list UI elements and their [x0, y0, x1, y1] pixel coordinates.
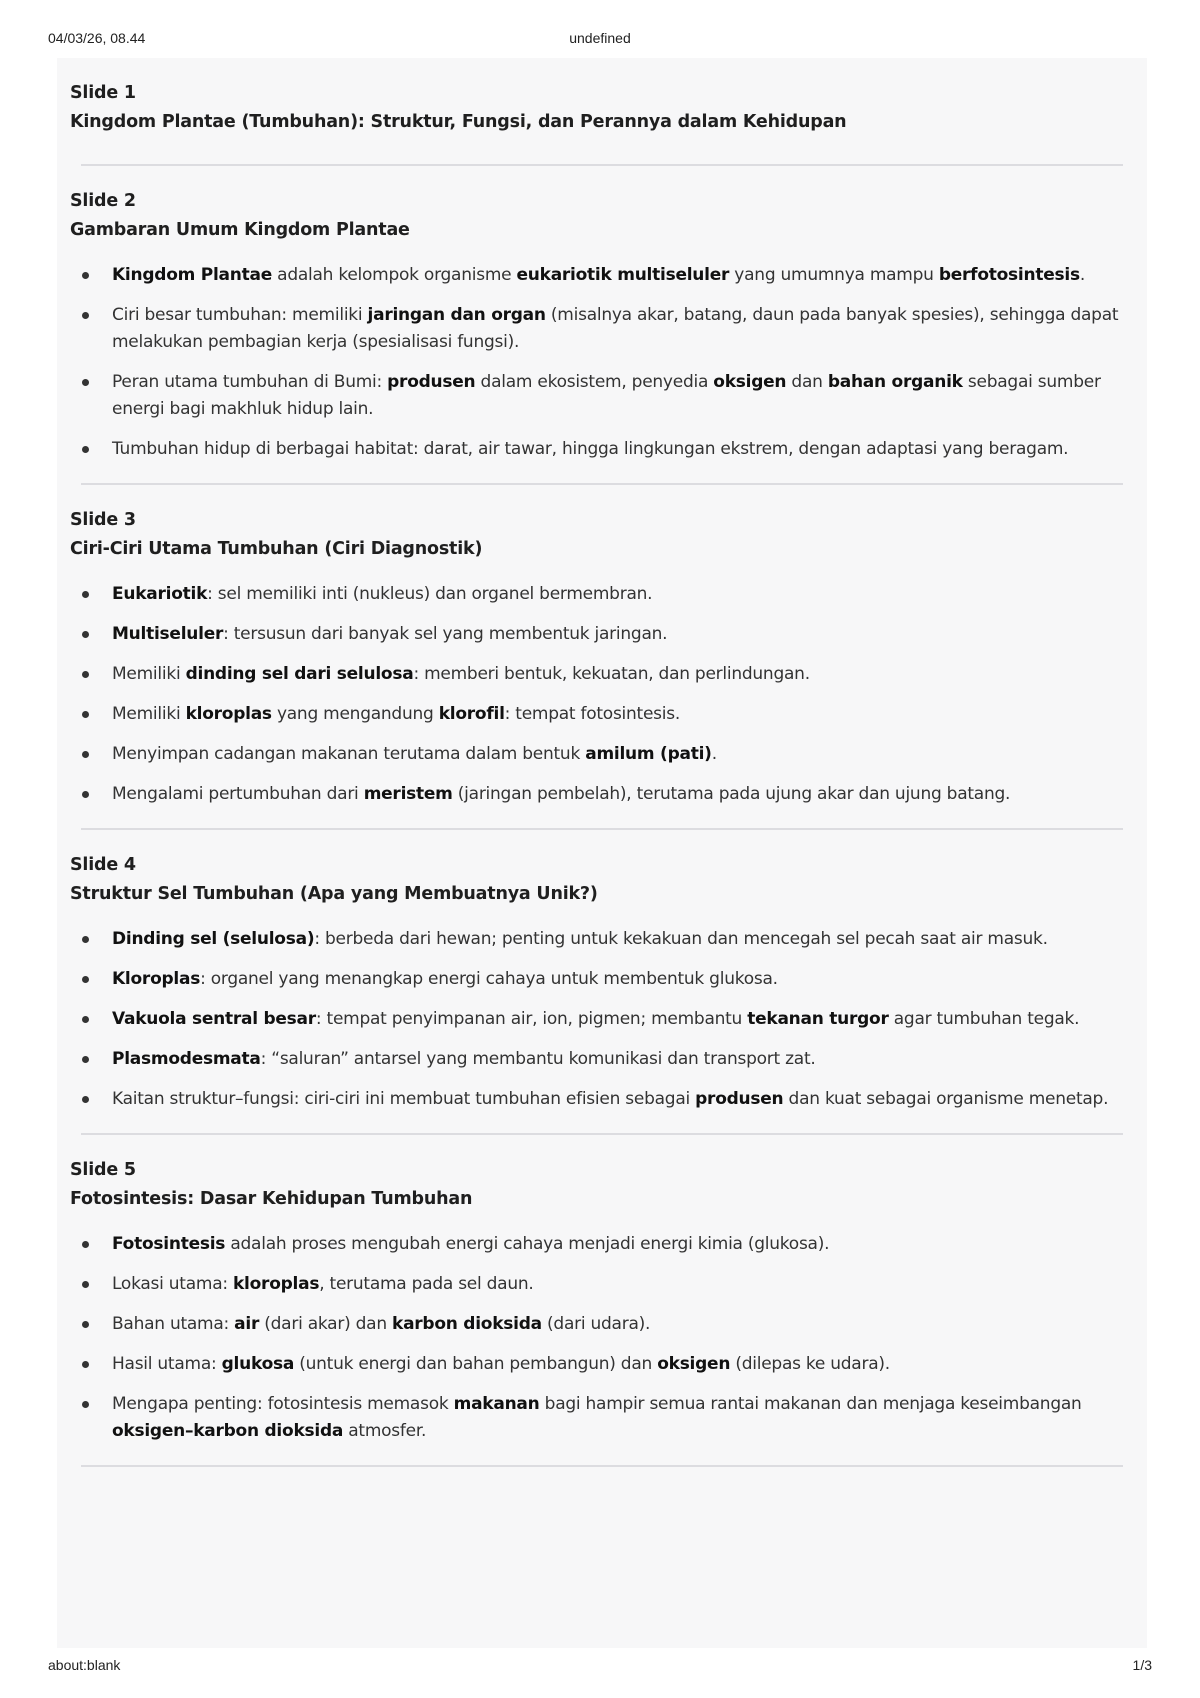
bullet-dot-icon	[82, 976, 89, 983]
bullet-dot-icon	[82, 1056, 89, 1063]
bullet-emphasis: bahan organik	[827, 372, 963, 392]
bullet-text: dan	[786, 372, 828, 392]
bullet-dot-icon	[82, 1016, 89, 1023]
bullet-emphasis: tekanan turgor	[747, 1009, 889, 1029]
print-header	[0, 30, 1200, 50]
bullet-item	[70, 262, 1134, 289]
bullet-text: adalah kelompok organisme	[272, 265, 517, 285]
bullet-list	[70, 1231, 1134, 1445]
bullet-text: : “saluran” antarsel yang membantu komunikasi dan transport zat.	[260, 1049, 816, 1069]
bullet-dot-icon	[82, 1096, 89, 1103]
bullet-text: Ciri besar tumbuhan: memiliki	[112, 305, 368, 325]
bullet-emphasis: Kloroplas	[112, 969, 201, 989]
bullet-item	[70, 436, 1134, 463]
bullet-emphasis: karbon dioksida	[392, 1314, 542, 1334]
bullet-text: dalam ekosistem, penyedia	[475, 372, 714, 392]
bullet-emphasis: eukariotik multiseluler	[516, 265, 730, 285]
bullet-emphasis: Multiseluler	[112, 624, 224, 644]
bullet-text: , terutama pada sel daun.	[319, 1274, 534, 1294]
bullet-dot-icon	[82, 671, 89, 678]
bullet-text: (jaringan pembelah), terutama pada ujung akar dan ujung batang.	[452, 784, 1011, 804]
bullet-emphasis: oksigen–karbon dioksida	[112, 1421, 344, 1441]
bullet-emphasis: Vakuola sentral besar	[112, 1009, 316, 1029]
bullet-dot-icon	[82, 1281, 89, 1288]
slide-title: Ciri-Ciri Utama Tumbuhan (Ciri Diagnostik)	[70, 539, 483, 559]
slide-title: Gambaran Umum Kingdom Plantae	[70, 220, 410, 240]
slide-number: Slide 5	[70, 1160, 136, 1180]
print-date: 04/03/26, 08.44	[48, 30, 146, 46]
bullet-emphasis: kloroplas	[185, 704, 272, 724]
bullet-dot-icon	[82, 1241, 89, 1248]
bullet-text: (untuk energi dan bahan pembangun) dan	[294, 1354, 658, 1374]
bullet-item	[70, 741, 1134, 768]
bullet-text: (dari akar) dan	[259, 1314, 393, 1334]
bullet-text: Hasil utama:	[112, 1354, 222, 1374]
bullet-emphasis: meristem	[363, 784, 453, 804]
bullet-text: Kaitan struktur–fungsi: ciri-ciri ini membuat tumbuhan efisien sebagai	[112, 1089, 696, 1109]
document-content	[57, 58, 1147, 1648]
bullet-dot-icon	[82, 1361, 89, 1368]
bullet-text: Mengapa penting: fotosintesis memasok	[112, 1394, 454, 1414]
bullet-emphasis: Dinding sel (selulosa)	[112, 929, 315, 949]
bullet-dot-icon	[82, 379, 89, 386]
bullet-item	[70, 781, 1134, 808]
bullet-dot-icon	[82, 1321, 89, 1328]
bullet-emphasis: oksigen	[713, 372, 787, 392]
bullet-text: yang mengandung	[271, 704, 439, 724]
print-footer	[0, 1657, 1200, 1677]
bullet-text: (misalnya akar, batang, daun pada banyak spesies), sehingga dapat melakukan pembagian kerja (spesialisasi fungsi).	[112, 305, 1119, 352]
bullet-text: : tempat penyimpanan air, ion, pigmen; membantu	[315, 1009, 748, 1029]
bullet-text: yang umumnya mampu	[729, 265, 939, 285]
bullet-dot-icon	[82, 936, 89, 943]
bullet-dot-icon	[82, 711, 89, 718]
slide-number: Slide 1	[70, 83, 136, 103]
bullet-text: Memiliki	[112, 704, 186, 724]
bullet-text: Mengalami pertumbuhan dari	[112, 784, 364, 804]
slide-title: Struktur Sel Tumbuhan (Apa yang Membuatnya Unik?)	[70, 884, 598, 904]
bullet-emphasis: glukosa	[221, 1354, 295, 1374]
bullet-text: Memiliki	[112, 664, 186, 684]
bullet-dot-icon	[82, 791, 89, 798]
bullet-item	[70, 966, 1134, 993]
slide-title: Fotosintesis: Dasar Kehidupan Tumbuhan	[70, 1189, 473, 1209]
bullet-list	[70, 581, 1134, 808]
slide-section	[57, 1135, 1147, 1467]
bullet-text: Lokasi utama:	[112, 1274, 233, 1294]
bullet-text: .	[711, 744, 717, 764]
slide-number: Slide 2	[70, 191, 136, 211]
slide-section	[57, 58, 1147, 166]
bullet-dot-icon	[82, 446, 89, 453]
bullet-item	[70, 701, 1134, 728]
bullet-dot-icon	[82, 272, 89, 279]
bullet-text: (dilepas ke udara).	[730, 1354, 890, 1374]
slide-section	[57, 485, 1147, 830]
bullet-item	[70, 661, 1134, 688]
bullet-emphasis: makanan	[453, 1394, 540, 1414]
bullet-emphasis: klorofil	[438, 704, 505, 724]
bullet-text: Tumbuhan hidup di berbagai habitat: darat, air tawar, hingga lingkungan ekstrem, dengan adaptasi yang beragam.	[112, 439, 1069, 459]
slide-title: Kingdom Plantae (Tumbuhan): Struktur, Fungsi, dan Perannya dalam Kehidupan	[70, 112, 847, 132]
bullet-emphasis: jaringan dan organ	[367, 305, 546, 325]
slide-number: Slide 4	[70, 855, 136, 875]
bullet-dot-icon	[82, 1401, 89, 1408]
bullet-dot-icon	[82, 631, 89, 638]
bullet-item	[70, 1351, 1134, 1378]
bullet-emphasis: amilum (pati)	[585, 744, 712, 764]
bullet-text: : memberi bentuk, kekuatan, dan perlindungan.	[413, 664, 810, 684]
bullet-emphasis: Kingdom Plantae	[112, 265, 272, 285]
bullet-emphasis: Fotosintesis	[112, 1234, 226, 1254]
slide-number: Slide 3	[70, 510, 136, 530]
bullet-text: : tempat fotosintesis.	[504, 704, 681, 724]
bullet-item	[70, 621, 1134, 648]
print-page-title: undefined	[569, 30, 631, 46]
bullet-text: : tersusun dari banyak sel yang membentuk jaringan.	[223, 624, 668, 644]
bullet-text: dan kuat sebagai organisme menetap.	[783, 1089, 1109, 1109]
bullet-dot-icon	[82, 591, 89, 598]
section-divider	[81, 1465, 1123, 1467]
bullet-text: : sel memiliki inti (nukleus) dan organel bermembran.	[207, 584, 653, 604]
bullet-text: agar tumbuhan tegak.	[888, 1009, 1080, 1029]
bullet-item	[70, 581, 1134, 608]
bullet-emphasis: berfotosintesis	[938, 265, 1080, 285]
bullet-text: Menyimpan cadangan makanan terutama dalam bentuk	[112, 744, 586, 764]
bullet-text: : organel yang menangkap energi cahaya untuk membentuk glukosa.	[200, 969, 778, 989]
bullet-item	[70, 1271, 1134, 1298]
bullet-emphasis: kloroplas	[233, 1274, 320, 1294]
bullet-emphasis: Eukariotik	[112, 584, 208, 604]
bullet-emphasis: produsen	[387, 372, 476, 392]
bullet-emphasis: air	[234, 1314, 260, 1334]
bullet-item	[70, 369, 1134, 423]
bullet-emphasis: Plasmodesmata	[112, 1049, 261, 1069]
bullet-text: adalah proses mengubah energi cahaya menjadi energi kimia (glukosa).	[225, 1234, 830, 1254]
bullet-text: sebagai sumber energi bagi makhluk hidup lain.	[112, 372, 1101, 419]
bullet-text: Peran utama tumbuhan di Bumi:	[112, 372, 388, 392]
bullet-item	[70, 1391, 1134, 1445]
bullet-emphasis: dinding sel dari selulosa	[185, 664, 414, 684]
bullet-item	[70, 926, 1134, 953]
bullet-emphasis: produsen	[695, 1089, 784, 1109]
bullet-item	[70, 302, 1134, 356]
bullet-text: .	[1079, 265, 1085, 285]
bullet-item	[70, 1086, 1134, 1113]
slide-section	[57, 830, 1147, 1135]
bullet-text: bagi hampir semua rantai makanan dan menjaga keseimbangan	[539, 1394, 1082, 1414]
print-page-number: 1/3	[1132, 1657, 1152, 1673]
bullet-list	[70, 926, 1134, 1113]
bullet-item	[70, 1006, 1134, 1033]
bullet-list	[70, 262, 1134, 463]
slide-section	[57, 166, 1147, 485]
bullet-dot-icon	[82, 751, 89, 758]
bullet-text: : berbeda dari hewan; penting untuk kekakuan dan mencegah sel pecah saat air masuk.	[314, 929, 1048, 949]
print-url: about:blank	[48, 1657, 121, 1673]
bullet-item	[70, 1311, 1134, 1338]
bullet-text: Bahan utama:	[112, 1314, 235, 1334]
bullet-item	[70, 1231, 1134, 1258]
bullet-emphasis: oksigen	[657, 1354, 731, 1374]
bullet-dot-icon	[82, 312, 89, 319]
bullet-item	[70, 1046, 1134, 1073]
bullet-text: (dari udara).	[541, 1314, 651, 1334]
bullet-text: atmosfer.	[343, 1421, 427, 1441]
